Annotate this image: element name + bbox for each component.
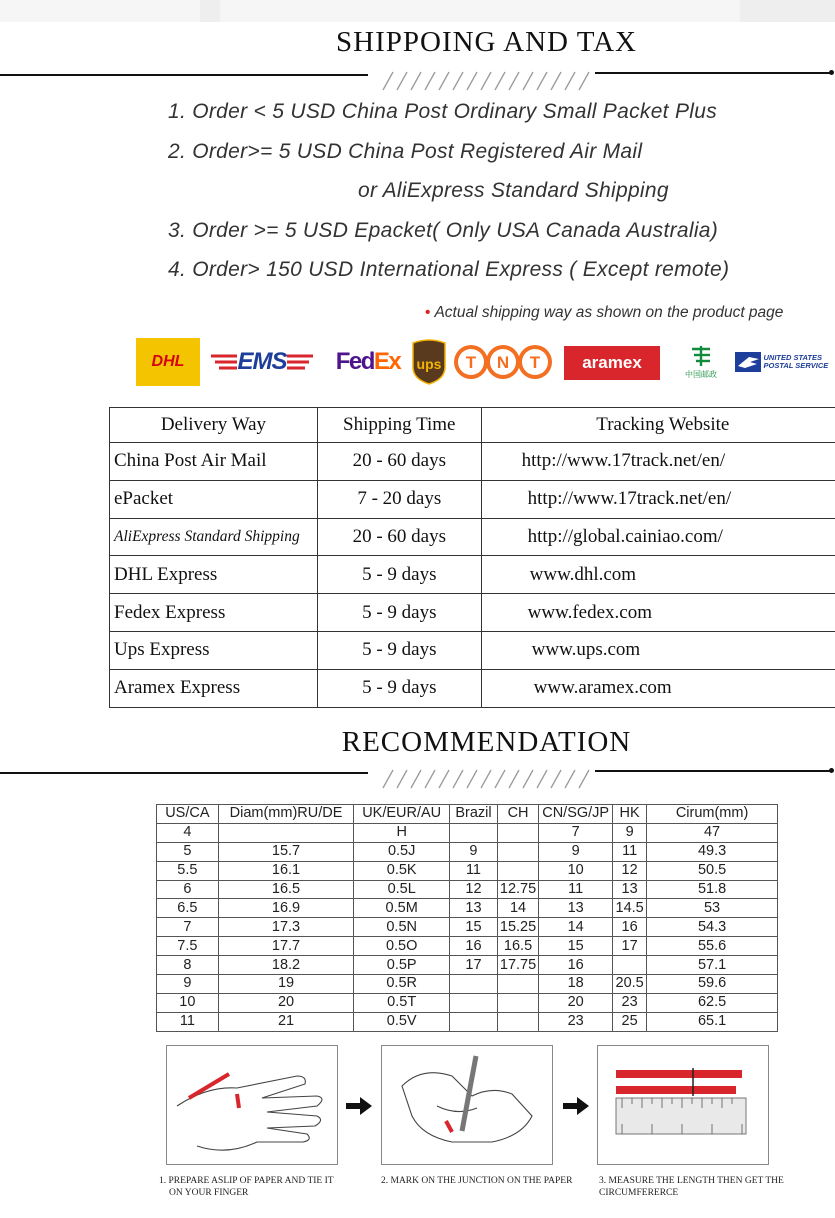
- table-row: [157, 899, 778, 918]
- section-title-shipping: SHIPPOING AND TAX: [336, 26, 637, 58]
- size-cell: 12: [613, 861, 647, 880]
- size-cell: 7.5: [157, 937, 219, 956]
- shipping-note: • Actual shipping way as shown on the product page: [425, 304, 784, 321]
- header-shipping-time: Shipping Time: [317, 408, 481, 443]
- size-cell: 12: [450, 880, 498, 899]
- tracking-website-cell: http://global.cainiao.com/: [481, 518, 835, 556]
- size-cell: 11: [613, 842, 647, 861]
- size-cell: 9: [613, 823, 647, 842]
- shipping-time-cell: 20 - 60 days: [317, 518, 481, 556]
- size-cell: 0.5O: [354, 937, 450, 956]
- delivery-way-cell: Fedex Express: [110, 594, 318, 632]
- size-cell: 4: [157, 823, 219, 842]
- ems-stripes-right-icon: [287, 352, 313, 372]
- size-cell: 14: [497, 899, 538, 918]
- size-header-cell: US/CA: [157, 805, 219, 824]
- tnt-circles-icon: [453, 342, 553, 382]
- rule-dot: [829, 70, 834, 75]
- size-cell: 14: [539, 918, 613, 937]
- size-cell: 9: [450, 842, 498, 861]
- size-cell: 16.5: [218, 880, 354, 899]
- size-cell: 6.5: [157, 899, 219, 918]
- step-3-caption-line2: CIRCUMFERERCE: [599, 1188, 679, 1198]
- usps-logo: UNITED STATES POSTAL SERVICE: [732, 344, 832, 380]
- policy-line-1: 1. Order < 5 USD China Post Ordinary Small Packet Plus: [168, 100, 717, 123]
- size-cell: 49.3: [647, 842, 778, 861]
- size-cell: [497, 861, 538, 880]
- tracking-website-cell: www.fedex.com: [481, 594, 835, 632]
- shipping-time-cell: 5 - 9 days: [317, 631, 481, 669]
- size-cell: 59.6: [647, 975, 778, 994]
- size-cell: 8: [157, 956, 219, 975]
- svg-text:N: N: [496, 353, 510, 372]
- size-cell: [497, 993, 538, 1012]
- size-cell: 0.5R: [354, 975, 450, 994]
- table-row: [157, 842, 778, 861]
- ems-stripes-icon: [211, 352, 237, 372]
- size-cell: [497, 842, 538, 861]
- size-cell: 11: [539, 880, 613, 899]
- step-2-caption-line1: 2. MARK ON THE JUNCTION ON THE PAPER: [381, 1176, 573, 1186]
- hand-paper-strip-icon: [167, 1046, 337, 1164]
- step-1-caption-line2: ON YOUR FINGER: [169, 1188, 249, 1198]
- table-row: [157, 918, 778, 937]
- size-cell: [497, 823, 538, 842]
- step-1-illustration: [166, 1045, 338, 1165]
- size-cell: 16: [613, 918, 647, 937]
- size-cell: 7: [539, 823, 613, 842]
- size-cell: 16.1: [218, 861, 354, 880]
- size-cell: 23: [613, 993, 647, 1012]
- size-header-cell: CH: [497, 805, 538, 824]
- size-cell: 25: [613, 1012, 647, 1031]
- delivery-way-cell: ePacket: [110, 480, 318, 518]
- size-cell: 7: [157, 918, 219, 937]
- size-cell: 10: [157, 993, 219, 1012]
- china-post-logo: 中国邮政: [680, 338, 722, 386]
- title-rule-right: [595, 72, 833, 74]
- size-cell: 17: [450, 956, 498, 975]
- usps-eagle-icon: [735, 352, 761, 372]
- size-cell: 0.5J: [354, 842, 450, 861]
- step-2-illustration: [381, 1045, 553, 1165]
- size-cell: 17.7: [218, 937, 354, 956]
- size-cell: 57.1: [647, 956, 778, 975]
- size-cell: 47: [647, 823, 778, 842]
- size-cell: 0.5T: [354, 993, 450, 1012]
- policy-line-2: 2. Order>= 5 USD China Post Registered Air Mail: [168, 140, 643, 163]
- svg-text:T: T: [465, 353, 477, 372]
- shipping-table-header: [110, 408, 835, 443]
- size-cell: 18.2: [218, 956, 354, 975]
- delivery-way-cell: Ups Express: [110, 631, 318, 669]
- ups-shield-icon: [411, 339, 447, 385]
- size-cell: 55.6: [647, 937, 778, 956]
- tracking-website-cell: www.ups.com: [481, 631, 835, 669]
- size-cell: H: [354, 823, 450, 842]
- carrier-logos: [134, 338, 834, 386]
- ruler-measure-icon: [598, 1046, 768, 1164]
- size-cell: 10: [539, 861, 613, 880]
- table-row: [110, 669, 835, 707]
- size-cell: 15: [539, 937, 613, 956]
- size-cell: 20: [218, 993, 354, 1012]
- table-row: [110, 480, 835, 518]
- size-cell: 21: [218, 1012, 354, 1031]
- size-cell: 18: [539, 975, 613, 994]
- size-cell: [497, 1012, 538, 1031]
- size-cell: 5: [157, 842, 219, 861]
- size-cell: 62.5: [647, 993, 778, 1012]
- size-header-cell: Diam(mm)RU/DE: [218, 805, 354, 824]
- size-cell: [450, 1012, 498, 1031]
- policy-line-2b: or AliExpress Standard Shipping: [358, 179, 669, 202]
- size-cell: 16: [450, 937, 498, 956]
- china-post-emblem-icon: [690, 345, 712, 367]
- size-cell: 0.5K: [354, 861, 450, 880]
- shipping-time-cell: 5 - 9 days: [317, 669, 481, 707]
- table-row: [157, 937, 778, 956]
- title-rule-right: [595, 770, 833, 772]
- size-cell: 17.75: [497, 956, 538, 975]
- tracking-website-cell: http://www.17track.net/en/: [481, 480, 835, 518]
- svg-text:ups: ups: [416, 356, 442, 372]
- table-row: [110, 443, 835, 481]
- shipping-table: [109, 407, 835, 708]
- table-row: [157, 993, 778, 1012]
- table-row: [110, 631, 835, 669]
- size-cell: 15.25: [497, 918, 538, 937]
- top-bar: [0, 0, 835, 22]
- size-cell: 11: [450, 861, 498, 880]
- tracking-website-cell: www.aramex.com: [481, 669, 835, 707]
- size-cell: 16.5: [497, 937, 538, 956]
- size-cell: 6: [157, 880, 219, 899]
- slash-ornament: [375, 71, 595, 91]
- step-3-illustration: [597, 1045, 769, 1165]
- size-cell: 15.7: [218, 842, 354, 861]
- size-cell: 20.5: [613, 975, 647, 994]
- delivery-way-cell: DHL Express: [110, 556, 318, 594]
- table-row: [157, 861, 778, 880]
- size-cell: 0.5L: [354, 880, 450, 899]
- size-cell: 19: [218, 975, 354, 994]
- shipping-time-cell: 7 - 20 days: [317, 480, 481, 518]
- size-cell: 11: [157, 1012, 219, 1031]
- table-row: [157, 1012, 778, 1031]
- header-delivery-way: Delivery Way: [110, 408, 318, 443]
- hand-marking-pen-icon: [382, 1046, 552, 1164]
- tnt-logo: [452, 338, 554, 386]
- red-bullet-icon: •: [425, 304, 431, 321]
- size-cell: 13: [450, 899, 498, 918]
- size-cell: 53: [647, 899, 778, 918]
- section-title-recommendation: RECOMMENDATION: [341, 726, 632, 758]
- delivery-way-cell: Aramex Express: [110, 669, 318, 707]
- svg-text:T: T: [529, 353, 541, 372]
- size-cell: 0.5N: [354, 918, 450, 937]
- size-cell: [450, 823, 498, 842]
- fedex-logo: FedEx: [335, 348, 401, 375]
- size-cell: 14.5: [613, 899, 647, 918]
- policy-line-4: 4. Order> 150 USD International Express ( Except remote): [168, 258, 730, 281]
- header-tracking-website: Tracking Website: [481, 408, 835, 443]
- size-cell: 0.5V: [354, 1012, 450, 1031]
- size-cell: [450, 975, 498, 994]
- size-cell: [218, 823, 354, 842]
- table-row: [157, 823, 778, 842]
- size-header-cell: UK/EUR/AU: [354, 805, 450, 824]
- size-cell: 0.5M: [354, 899, 450, 918]
- aramex-logo: aramex: [564, 346, 660, 380]
- step-1-caption: [159, 1175, 334, 1199]
- size-cell: 12.75: [497, 880, 538, 899]
- arrow-right-icon: [346, 1097, 372, 1115]
- size-cell: 9: [539, 842, 613, 861]
- policy-line-3: 3. Order >= 5 USD Epacket( Only USA Canada Australia): [168, 219, 719, 242]
- step-2-caption: [381, 1175, 572, 1187]
- shipping-time-cell: 5 - 9 days: [317, 594, 481, 632]
- size-cell: 9: [157, 975, 219, 994]
- table-row: [157, 880, 778, 899]
- size-cell: 5.5: [157, 861, 219, 880]
- ring-size-table: [156, 804, 778, 1032]
- size-cell: 16.9: [218, 899, 354, 918]
- step-3-caption: [599, 1175, 784, 1199]
- size-header-cell: Cirum(mm): [647, 805, 778, 824]
- size-cell: 65.1: [647, 1012, 778, 1031]
- delivery-way-cell: AliExpress Standard Shipping: [110, 518, 318, 556]
- size-cell: 20: [539, 993, 613, 1012]
- size-cell: 51.8: [647, 880, 778, 899]
- size-cell: 16: [539, 956, 613, 975]
- dhl-logo: DHL: [136, 338, 200, 386]
- size-cell: 13: [539, 899, 613, 918]
- slash-ornament: [375, 769, 595, 789]
- table-row: [110, 594, 835, 632]
- size-cell: 50.5: [647, 861, 778, 880]
- table-row: [157, 956, 778, 975]
- tracking-website-cell: http://www.17track.net/en/: [481, 443, 835, 481]
- shipping-time-cell: 5 - 9 days: [317, 556, 481, 594]
- size-cell: 23: [539, 1012, 613, 1031]
- table-row: [157, 975, 778, 994]
- size-cell: 54.3: [647, 918, 778, 937]
- size-header-cell: Brazil: [450, 805, 498, 824]
- size-cell: [497, 975, 538, 994]
- tracking-website-cell: www.dhl.com: [481, 556, 835, 594]
- table-row: [110, 556, 835, 594]
- size-header-cell: HK: [613, 805, 647, 824]
- title-rule-left: [0, 772, 368, 774]
- size-table-header: [157, 805, 778, 824]
- size-cell: 17: [613, 937, 647, 956]
- size-cell: 17.3: [218, 918, 354, 937]
- size-cell: [450, 993, 498, 1012]
- step-3-caption-line1: 3. MEASURE THE LENGTH THEN GET THE: [599, 1176, 784, 1186]
- table-row: [110, 518, 835, 556]
- size-cell: 15: [450, 918, 498, 937]
- size-cell: [613, 956, 647, 975]
- size-header-cell: CN/SG/JP: [539, 805, 613, 824]
- arrow-right-icon: [563, 1097, 589, 1115]
- size-cell: 0.5P: [354, 956, 450, 975]
- delivery-way-cell: China Post Air Mail: [110, 443, 318, 481]
- ups-logo: [409, 338, 449, 386]
- rule-dot: [829, 768, 834, 773]
- shipping-time-cell: 20 - 60 days: [317, 443, 481, 481]
- title-rule-left: [0, 74, 368, 76]
- ems-logo: EMS: [208, 338, 316, 386]
- size-cell: 13: [613, 880, 647, 899]
- step-1-caption-line1: 1. PREPARE ASLIP OF PAPER AND TIE IT: [159, 1176, 334, 1186]
